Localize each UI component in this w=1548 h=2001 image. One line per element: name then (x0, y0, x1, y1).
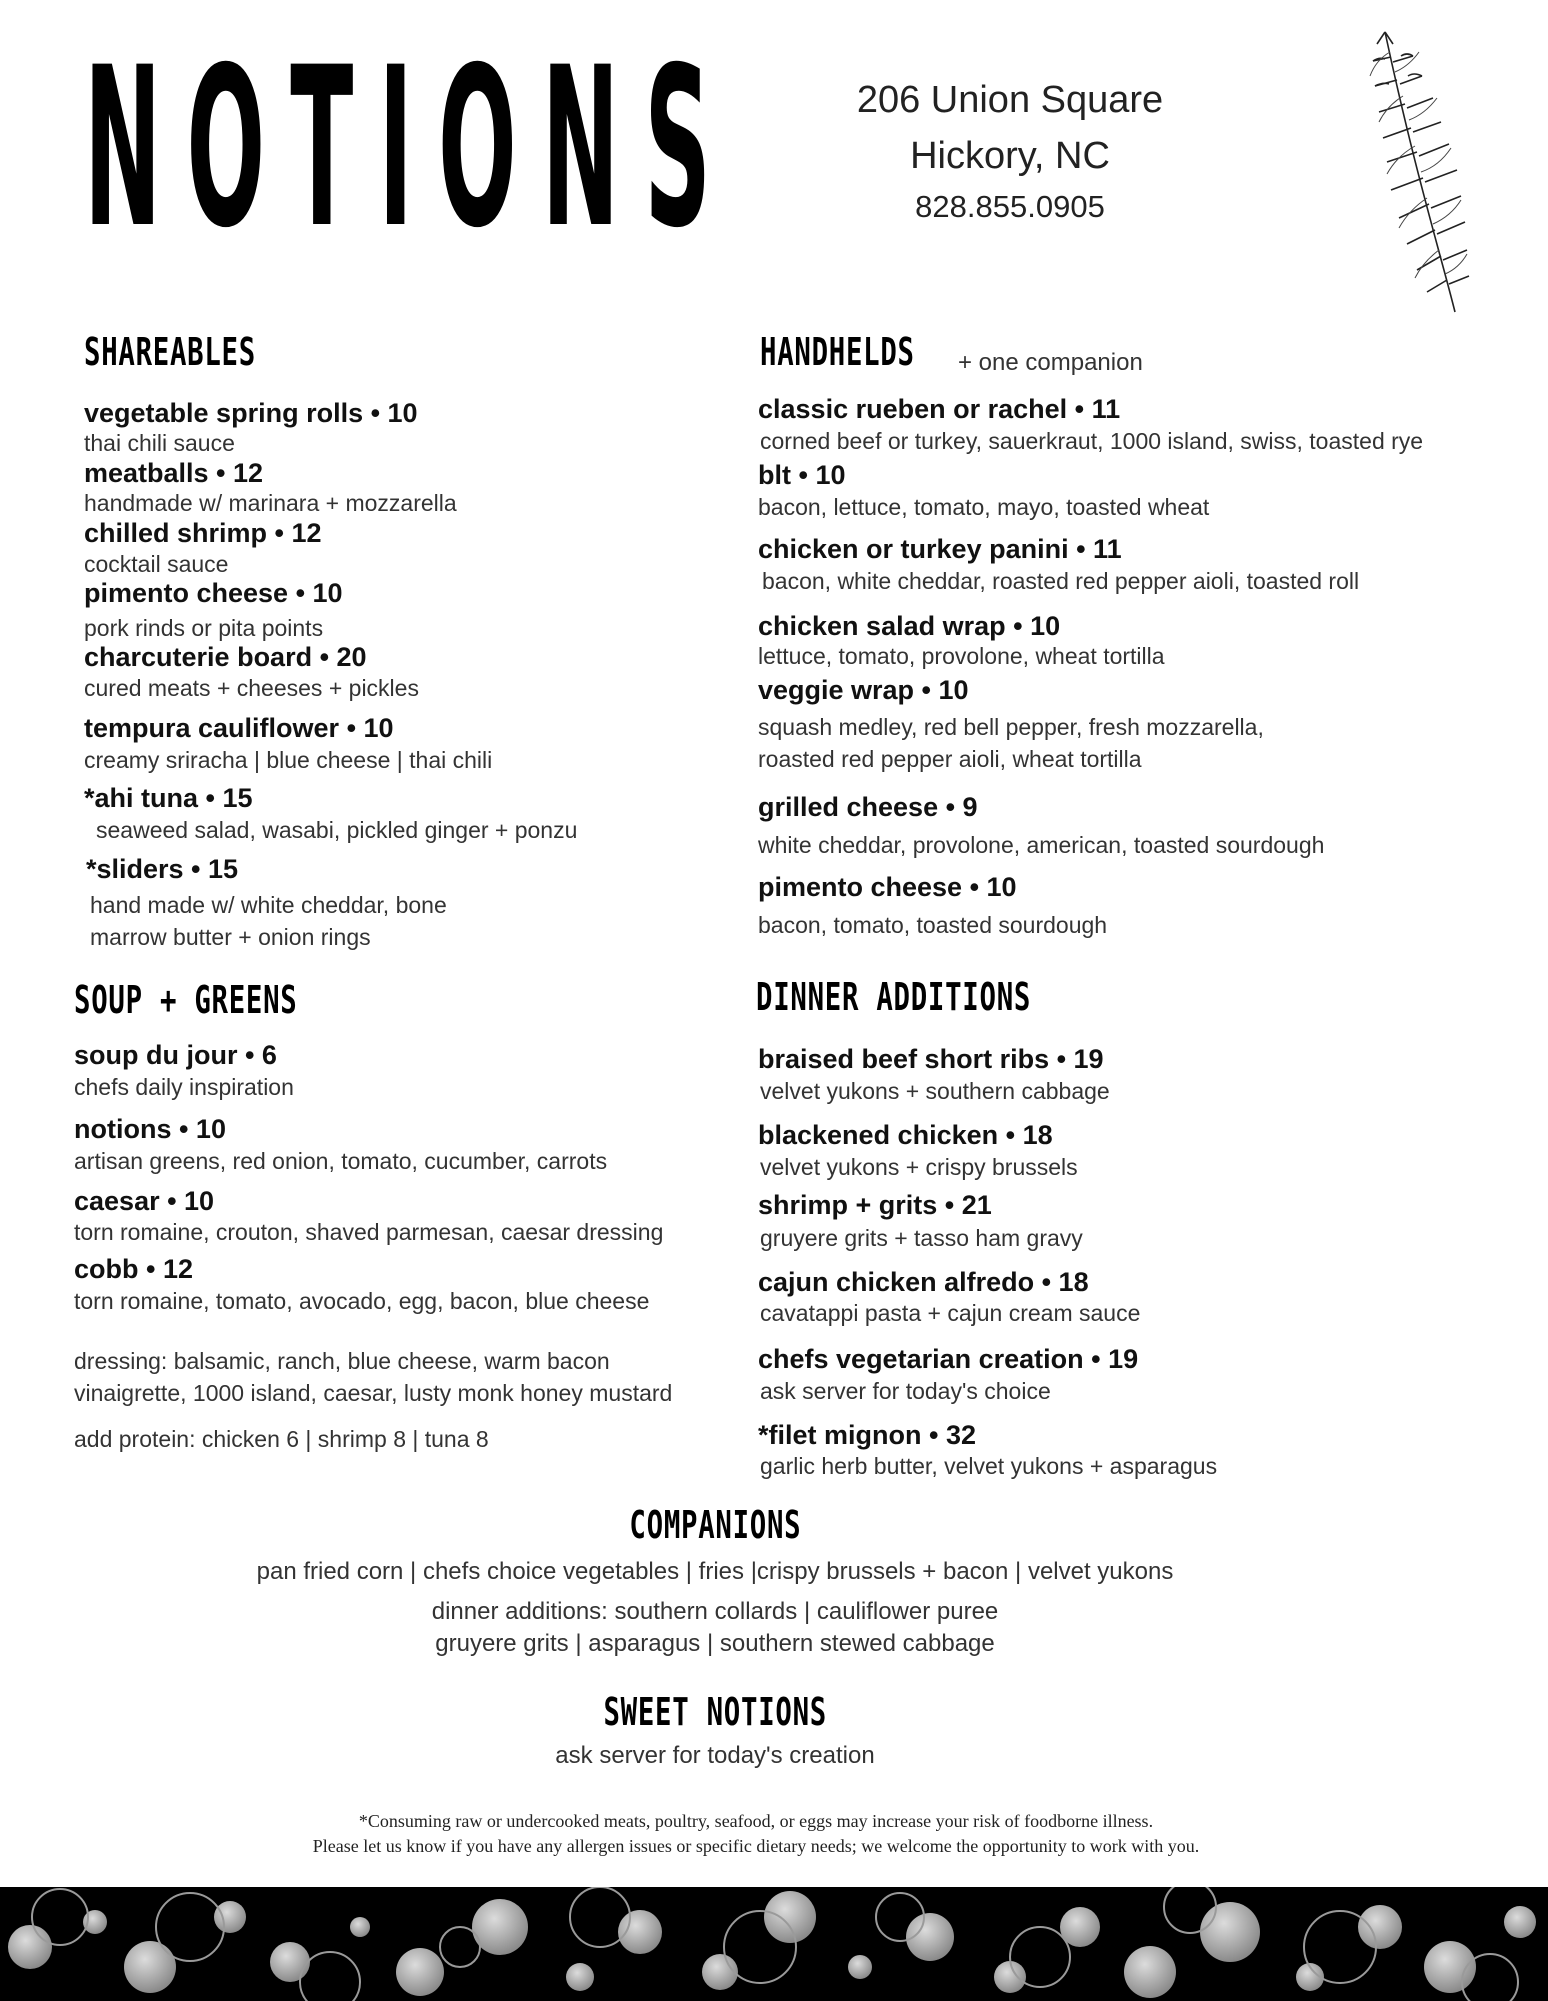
menu-item-desc: velvet yukons + southern cabbage (760, 1078, 1110, 1104)
companions-heading: COMPANIONS (629, 1503, 801, 1547)
menu-item-title: *filet mignon • 32 (758, 1420, 976, 1450)
menu-item-desc: thai chili sauce (84, 430, 235, 456)
menu-item-desc: artisan greens, red onion, tomato, cucumber, carrots (74, 1148, 608, 1174)
menu-item-desc: handmade w/ marinara + mozzarella (84, 490, 457, 516)
dressing-options: vinaigrette, 1000 island, caesar, lusty monk honey mustard (74, 1380, 673, 1406)
companions-block (0, 1503, 1430, 1547)
menu-item-desc: seaweed salad, wasabi, pickled ginger + ponzu (96, 817, 578, 843)
menu-item-title: notions • 10 (74, 1114, 226, 1144)
menu-item-desc: squash medley, red bell pepper, fresh mozzarella, (758, 714, 1264, 740)
menu-item-title: caesar • 10 (74, 1186, 215, 1216)
menu-item-title: classic rueben or rachel • 11 (758, 394, 1121, 424)
menu-item-title: grilled cheese • 9 (758, 792, 978, 822)
menu-item-title: chilled shrimp • 12 (84, 518, 322, 548)
menu-item-desc: white cheddar, provolone, american, toasted sourdough (758, 832, 1325, 858)
menu-item-desc: bacon, lettuce, tomato, mayo, toasted wheat (758, 494, 1210, 520)
handhelds-note: + one companion (958, 349, 1143, 376)
menu-item-desc: garlic herb butter, velvet yukons + asparagus (760, 1453, 1218, 1479)
menu-item-desc: torn romaine, tomato, avocado, egg, bacon, blue cheese (74, 1288, 650, 1314)
menu-item-desc: gruyere grits + tasso ham gravy (760, 1225, 1083, 1251)
menu-item-desc: lettuce, tomato, provolone, wheat tortilla (758, 643, 1165, 669)
menu-item-title: meatballs • 12 (84, 458, 264, 488)
menu-item-title: braised beef short ribs • 19 (758, 1044, 1104, 1074)
footer-bubble-band (0, 1887, 1548, 2001)
disclaimer-line: Please let us know if you have any allergen issues or specific dietary needs; we welcome the opportunity to work with you. (312, 1836, 1200, 1856)
sweet-line: ask server for today's creation (555, 1742, 875, 1769)
dressing-options: dressing: balsamic, ranch, blue cheese, warm bacon (74, 1348, 610, 1374)
menu-item-desc: cocktail sauce (84, 551, 229, 577)
phone-number: 828.855.0905 (915, 189, 1105, 224)
menu-item-title: chefs vegetarian creation • 19 (758, 1344, 1139, 1374)
menu-item-desc: pork rinds or pita points (84, 615, 324, 641)
address-city: Hickory, NC (910, 135, 1110, 177)
menu-item-title: chicken salad wrap • 10 (758, 611, 1061, 641)
handhelds-heading: HANDHELDS (760, 330, 915, 374)
menu-item-title: soup du jour • 6 (74, 1040, 277, 1070)
menu-item-title: blt • 10 (758, 460, 846, 490)
companions-list: pan fried corn | chefs choice vegetables | fries |crispy brussels + bacon | velvet yukons (256, 1558, 1174, 1585)
menu-item-desc: torn romaine, crouton, shaved parmesan, caesar dressing (74, 1219, 664, 1245)
menu-item-desc: chefs daily inspiration (74, 1074, 294, 1100)
menu-item-desc: creamy sriracha | blue cheese | thai chili (84, 747, 493, 773)
menu-item-title: pimento cheese • 10 (758, 872, 1017, 902)
menu-item-title: tempura cauliflower • 10 (84, 713, 394, 743)
menu-item-title: chicken or turkey panini • 11 (758, 534, 1122, 564)
menu-item-title: *ahi tuna • 15 (84, 783, 253, 813)
sweet-block (0, 1690, 1430, 1734)
companions-dinner: dinner additions: southern collards | cauliflower puree (431, 1598, 999, 1625)
menu-item-desc: marrow butter + onion rings (90, 924, 371, 950)
menu-item-title: vegetable spring rolls • 10 (84, 398, 418, 428)
soup-greens-heading: SOUP + GREENS (74, 978, 298, 1022)
menu-item-title: cajun chicken alfredo • 18 (758, 1267, 1089, 1297)
dinner-additions-heading: DINNER ADDITIONS (756, 975, 1032, 1019)
menu-item-desc: bacon, white cheddar, roasted red pepper aioli, toasted roll (762, 568, 1360, 594)
menu-item-desc: hand made w/ white cheddar, bone (90, 892, 447, 918)
logo-text: NOTIONS (84, 20, 737, 276)
menu-item-desc: velvet yukons + crispy brussels (760, 1154, 1078, 1180)
disclaimer-line: *Consuming raw or undercooked meats, poultry, seafood, or eggs may increase your risk of foodborne illness. (358, 1811, 1154, 1831)
menu-item-desc: bacon, tomato, toasted sourdough (758, 912, 1108, 938)
sweet-heading: SWEET NOTIONS (603, 1690, 827, 1734)
menu-item-title: shrimp + grits • 21 (758, 1190, 992, 1220)
menu-item-title: veggie wrap • 10 (758, 675, 969, 705)
menu-item-desc: cavatappi pasta + cajun cream sauce (760, 1300, 1141, 1326)
menu-item-title: charcuterie board • 20 (84, 642, 367, 672)
menu-item-desc: roasted red pepper aioli, wheat tortilla (758, 746, 1142, 772)
add-protein: add protein: chicken 6 | shrimp 8 | tuna 8 (74, 1426, 489, 1452)
menu-item-title: pimento cheese • 10 (84, 578, 343, 608)
address-street: 206 Union Square (856, 79, 1164, 121)
menu-item-desc: corned beef or turkey, sauerkraut, 1000 island, swiss, toasted rye (760, 428, 1424, 454)
restaurant-logo (84, 20, 737, 278)
bubble-pattern (0, 1887, 1548, 2001)
menu-item-desc: cured meats + cheeses + pickles (84, 675, 419, 701)
menu-item-desc: ask server for today's choice (760, 1378, 1051, 1404)
address-block (800, 72, 1220, 230)
menu-item-title: cobb • 12 (74, 1254, 193, 1284)
companions-dinner: gruyere grits | asparagus | southern stewed cabbage (435, 1630, 995, 1657)
menu-item-title: blackened chicken • 18 (758, 1120, 1053, 1150)
shareables-heading: SHAREABLES (84, 330, 256, 374)
rosemary-sprig-icon (1345, 22, 1480, 317)
menu-item-title: *sliders • 15 (86, 854, 239, 884)
